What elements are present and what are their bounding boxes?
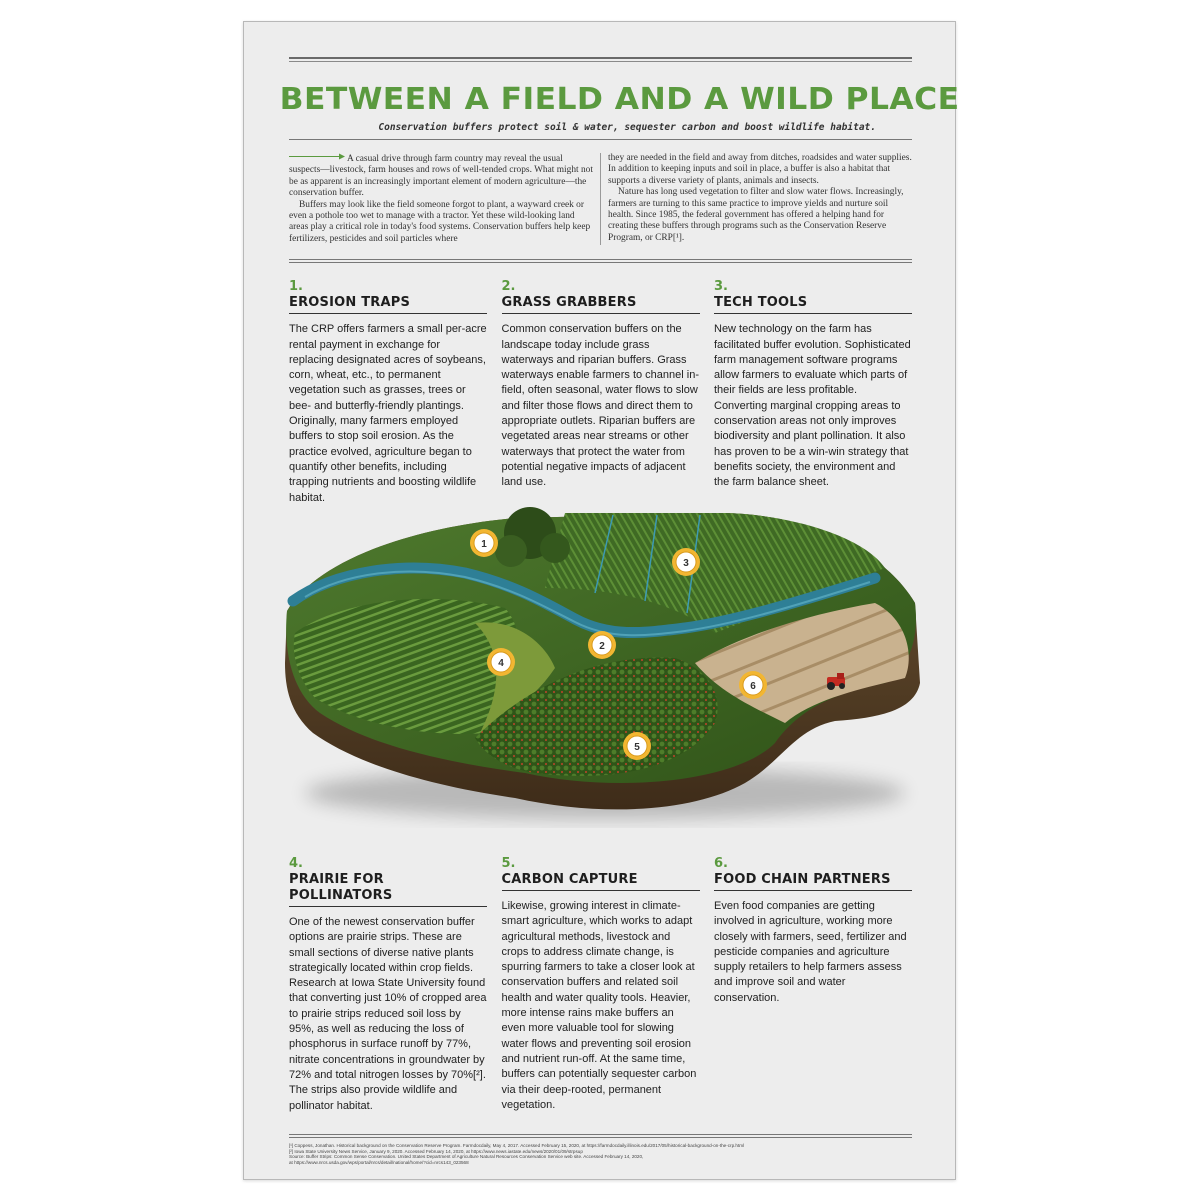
section-number: 5.: [501, 856, 516, 871]
intro-paragraph-3: they are needed in the field and away from ditches, roadsides and water supplies. In addition to keeping inputs and soil in place, a buffer is also a habitat that supports a diverse variety of plants, animals and insects.: [608, 153, 912, 186]
intro-column-right: [608, 153, 912, 245]
poster-content: [279, 57, 960, 1165]
tree-cluster: [495, 535, 527, 567]
section-carbon-capture: [502, 857, 700, 1114]
intro-bottom-rule: [289, 259, 912, 263]
section-number: 2.: [501, 279, 516, 295]
intro-paragraph-1-text: A casual drive through farm country may reveal the usual suspects—livestock, farm houses and rows of well-tended crops. What might not be as apparent is an increasingly important element of modern agriculture—the conservation buffer.: [289, 154, 593, 199]
section-number: 3.: [714, 279, 728, 295]
section-body: The CRP offers farmers a small per-acre rental payment in exchange for replacing designated acres of soybeans, corn, wheat, etc., to permanent vegetation such as grasses, trees or bee- and butterfly-friendly plantings. Originally, many farmers employed buffers to stop soil erosion. As the practice evolved, agriculture began to quantify other benefits, including trapping nutrients and boosting wildlife habitat.: [289, 323, 487, 504]
intro-paragraph-1: [289, 153, 593, 200]
subtitle-rule: [289, 139, 912, 140]
footnote: [²] Iowa State University News Service, January 9, 2020. Accessed February 14, 2020, at https://www.news.iastate.edu/news/2020/01/09/strpsup: [289, 1148, 583, 1154]
section-heading: FOOD CHAIN PARTNERS: [714, 872, 912, 891]
section-heading: PRAIRIE FOR POLLINATORS: [289, 872, 487, 907]
section-body: Even food companies are getting involved in agriculture, working more closely with farmers, seed, fertilizer and pesticide companies and agriculture supply retailers to help farmers assess and improve soil and water conservation.: [714, 900, 907, 1004]
footnote: at https://www.nrcs.usda.gov/wps/portal/nrcs/detail/national/home/?cid=nrcs143_023568: [289, 1159, 469, 1165]
map-marker-4[interactable]: [487, 648, 515, 676]
section-number: 6.: [714, 856, 728, 871]
map-marker-label: 5: [634, 742, 640, 753]
footnote-list: [289, 1143, 912, 1165]
section-heading: GRASS GRABBERS: [502, 295, 700, 314]
section-heading: CARBON CAPTURE: [502, 872, 700, 891]
map-marker-5[interactable]: [623, 732, 651, 760]
sections-row-bottom: [289, 857, 912, 1114]
intro-column-divider: [600, 153, 601, 245]
intro-paragraph-2: Buffers may look like the field someone forgot to plant, a wayward creek or even a pothole too wet to manage with a tractor. Yet these wild-looking land areas play a critical role in today's food systems. Conservation buffers help keep fertilizers, pesticides and soil particles where: [289, 199, 591, 244]
section-number: 1.: [289, 279, 303, 295]
map-marker-label: 3: [683, 558, 689, 569]
tree-cluster: [540, 533, 570, 563]
section-number: 4.: [289, 856, 303, 871]
map-marker-2[interactable]: [588, 631, 616, 659]
section-erosion-traps: [289, 280, 487, 506]
section-heading: EROSION TRAPS: [289, 295, 487, 314]
footnote: Source: Buffer Strips: Common Sense Conservation. United States Department of Agriculture Natural Resources Conservation Service web site. Accessed February 14, 2020,: [289, 1154, 644, 1160]
map-marker-label: 1: [481, 539, 487, 550]
intro-paragraph-4: Nature has long used vegetation to filter and slow water flows. Increasingly, farmers are turning to this same practice to improve yields and nurture soil health. Since 1985, the federal government has offered a helping hand for creating these buffers through programs such as the Conservation Reserve Program, or CRP[¹].: [608, 187, 904, 243]
map-marker-label: 4: [498, 658, 504, 669]
footnote: [¹] Coppess, Jonathan. Historical background on the Conservation Reserve Program. Farmdocdaily, May 4, 2017. Accessed February 15, 2020, at https://farmdocdaily.illinois.edu/2017/05/historical-background-on-the-crp.html: [289, 1143, 745, 1148]
section-prairie-for-pollinators: [289, 857, 487, 1114]
section-body: Common conservation buffers on the landscape today include grass waterways and riparian buffers. Grass waterways enable farmers to channel in-field, often seasonal, water flows to slow and filter those flows and direct them to appropriate outlets. Riparian buffers are vegetated areas near streams or other waterways that protect the water from potential negative impacts of adjacent land use.: [501, 323, 699, 489]
farm-landscape-illustration: [275, 493, 925, 828]
section-body: One of the newest conservation buffer options are prairie strips. These are small sections of diverse native plants strategically located within crop fields. Research at Iowa State University found that converting just 10% of cropped area to prairie strips reduced soil loss by 95%, as well as reducing the loss of phosphorus in surface runoff by 77%, nitrate concentrations in groundwater by 72% and total nitrogen losses by 70%[²]. The strips also provide wildlife and pollinator habitat.: [289, 916, 487, 1112]
map-marker-label: 2: [599, 641, 605, 652]
map-marker-1[interactable]: [470, 529, 498, 557]
map-marker-6[interactable]: [739, 671, 767, 699]
subtitle: Conservation buffers protect soil & water, sequester carbon and boost wildlife habitat.: [378, 122, 876, 133]
section-heading: TECH TOOLS: [714, 295, 912, 314]
footnotes: [289, 1134, 912, 1165]
map-marker-label: 6: [750, 681, 756, 692]
section-body: New technology on the farm has facilitated buffer evolution. Sophisticated farm management software programs allow farmers to evaluate which parts of their fields are less profitable. Converting marginal cropping areas to conservation areas not only improves biodiversity and plant pollination. It also has proven to be a win-win strategy that benefits society, the environment and the farm balance sheet.: [714, 323, 911, 489]
section-grass-grabbers: [502, 280, 700, 506]
footer-rule: [289, 1134, 912, 1138]
sections-row-top: [289, 280, 912, 506]
section-tech-tools: [714, 280, 912, 506]
section-body: Likewise, growing interest in climate-smart agriculture, which works to adapt agricultural methods, livestock and crops to address climate change, is spurring farmers to take a closer look at conservation buffers and related soil health and water quality tools. Heavier, more intense rains make buffers an even more valuable tool for slowing water flows and preventing soil erosion and nutrient run-off. At the same time, buffers can potentially sequester carbon via their deep-rooted, permanent vegetation.: [501, 900, 697, 1111]
section-food-chain-partners: [714, 857, 912, 1114]
arrow-icon: [289, 153, 345, 160]
page-title: BETWEEN A FIELD AND A WILD PLACE: [279, 82, 960, 117]
intro-column-left: [289, 153, 593, 245]
intro-text: [289, 153, 912, 245]
map-marker-3[interactable]: [672, 548, 700, 576]
top-double-rule: [289, 57, 912, 62]
